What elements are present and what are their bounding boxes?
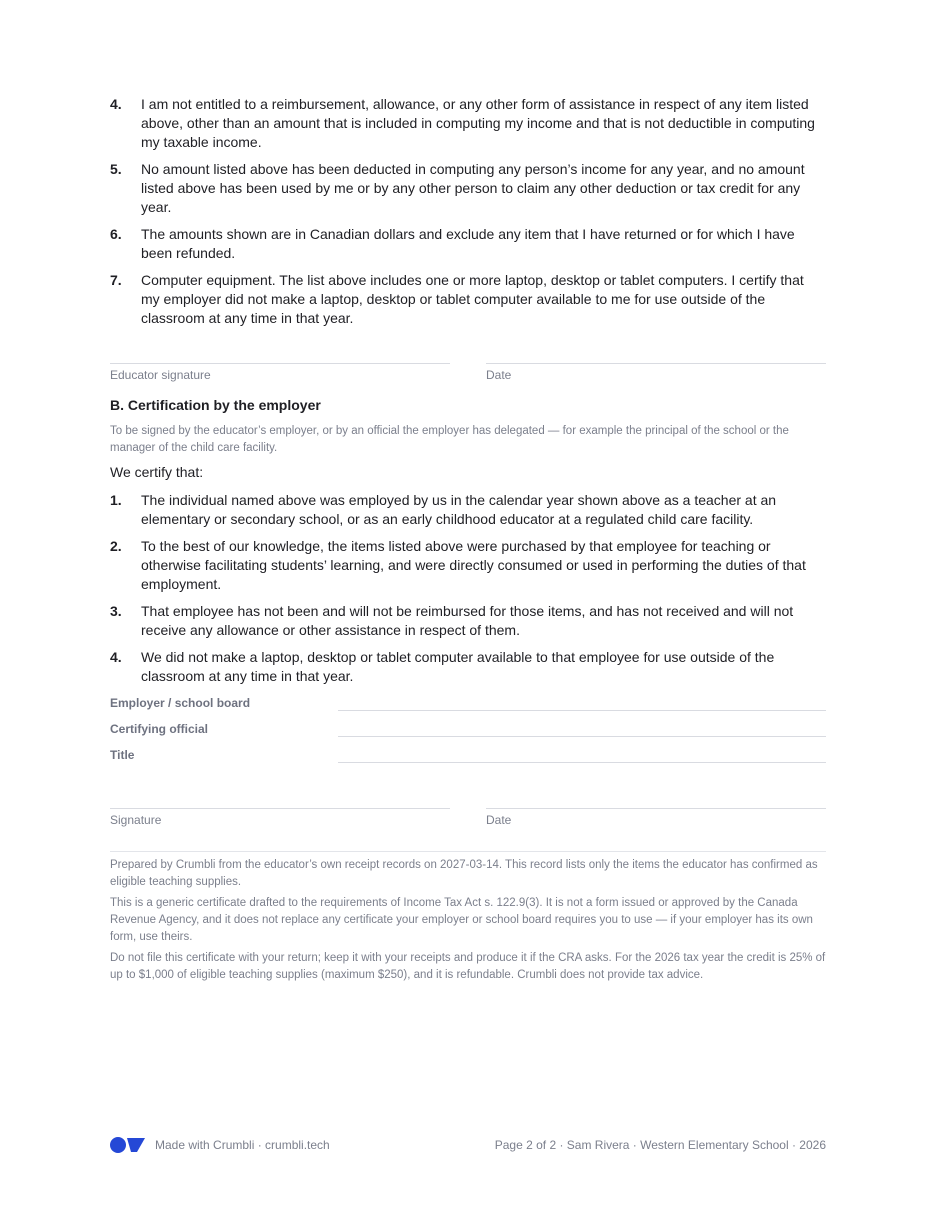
employer-field-row xyxy=(110,694,826,720)
educator-signature-block xyxy=(110,363,450,382)
certification-item xyxy=(110,602,826,640)
employer-fields xyxy=(110,694,826,772)
section-b-intro: We certify that: xyxy=(110,464,204,480)
title-field-label: Title xyxy=(110,748,135,762)
declaration-item xyxy=(110,95,826,152)
educator-date-line[interactable] xyxy=(486,363,826,364)
footer-brand-text: Made with Crumbli · crumbli.tech xyxy=(155,1138,330,1152)
employer-certifications-list xyxy=(110,491,826,686)
footnote-filing-advice: Do not file this certificate with your return; keep it with your receipts and produce it if the CRA asks. For the 2026 tax year the credit is 25% of up to $1,000 of eligible teaching supplies (maximum $250), and it is refundable. Crumbli does not provide tax advice. xyxy=(110,952,826,981)
certification-item xyxy=(110,491,826,529)
employer-field-line[interactable] xyxy=(338,694,826,711)
educator-declarations-list xyxy=(110,95,826,328)
employer-signature-line[interactable] xyxy=(110,808,450,809)
employer-date-line[interactable] xyxy=(486,808,826,809)
declaration-number: 6. xyxy=(110,226,122,242)
declaration-text: Computer equipment. The list above includes one or more laptop, desktop or tablet computers. I certify that my employer did not make a laptop, desktop or tablet computer available to me for use outside of the classroom at any time in that year. xyxy=(141,272,804,326)
employer-signature-row xyxy=(110,808,826,827)
certification-number: 4. xyxy=(110,649,122,665)
certification-text: That employee has not been and will not be reimbursed for those items, and has not received and will not receive any allowance or other assistance in respect of them. xyxy=(141,603,794,638)
footnote-prepared: Prepared by Crumbli from the educator’s own receipt records on 2027-03-14. This record lists only the items the educator has confirmed as eligible teaching supplies. xyxy=(110,859,818,888)
educator-signature-line[interactable] xyxy=(110,363,450,364)
certificate-page xyxy=(110,95,826,988)
footnotes xyxy=(110,851,826,984)
declaration-item xyxy=(110,271,826,328)
certification-number: 1. xyxy=(110,492,122,508)
footnote-generic-certificate: This is a generic certificate drafted to the requirements of Income Tax Act s. 122.9(3). It is not a form issued or approved by the Canada Revenue Agency, and it does not replace any certificate your employer or school board requires you to use — if your employer has its own form, use theirs. xyxy=(110,897,813,943)
employer-date-block xyxy=(486,808,826,827)
employer-signature-block xyxy=(110,808,450,827)
page-footer xyxy=(110,1136,826,1154)
employer-signature-label: Signature xyxy=(110,813,162,827)
certification-item xyxy=(110,648,826,686)
crumbli-logo-icon xyxy=(110,1137,146,1153)
declaration-text: No amount listed above has been deducted in computing any person’s income for any year, and no amount listed above has been used by me or by any other person to claim any other deduction or tax credit for any year. xyxy=(141,161,805,215)
certification-text: We did not make a laptop, desktop or tablet computer available to that employee for use outside of the classroom at any time in that year. xyxy=(141,649,775,684)
section-b-title: B. Certification by the employer xyxy=(110,397,321,413)
footer-page-info: Page 2 of 2 · Sam Rivera · Western Elementary School · 2026 xyxy=(494,1138,826,1152)
certification-number: 3. xyxy=(110,603,122,619)
footer-brand xyxy=(110,1137,330,1153)
educator-signature-row xyxy=(110,363,826,382)
employer-date-label: Date xyxy=(486,813,512,827)
certification-number: 2. xyxy=(110,538,122,554)
declaration-text: I am not entitled to a reimbursement, allowance, or any other form of assistance in respect of any item listed above, other than an amount that is included in computing my income and that is not deductible in computing my taxable income. xyxy=(141,96,815,150)
employer-field-label: Employer / school board xyxy=(110,696,251,710)
certification-item xyxy=(110,537,826,594)
official-field-row xyxy=(110,720,826,746)
declaration-number: 5. xyxy=(110,161,122,177)
educator-date-block xyxy=(486,363,826,382)
section-b-note: To be signed by the educator’s employer, or by an official the employer has delegated — for example the principal of the school or the manager of the child care facility. xyxy=(110,425,789,454)
declaration-item xyxy=(110,225,826,263)
official-field-line[interactable] xyxy=(338,720,826,737)
title-field-line[interactable] xyxy=(338,746,826,763)
educator-date-label: Date xyxy=(486,368,512,382)
declaration-text: The amounts shown are in Canadian dollars and exclude any item that I have returned or for which I have been refunded. xyxy=(141,226,795,261)
certification-text: To the best of our knowledge, the items listed above were purchased by that employee for teaching or otherwise facilitating students’ learning, and were directly consumed or used in performing the duties of that employment. xyxy=(141,538,806,592)
declaration-number: 7. xyxy=(110,272,122,288)
declaration-number: 4. xyxy=(110,96,122,112)
certification-text: The individual named above was employed by us in the calendar year shown above as a teacher at an elementary or secondary school, or as an early childhood educator at a regulated child care facility. xyxy=(141,492,777,527)
educator-signature-label: Educator signature xyxy=(110,368,211,382)
declaration-item xyxy=(110,160,826,217)
official-field-label: Certifying official xyxy=(110,722,209,736)
title-field-row xyxy=(110,746,826,772)
